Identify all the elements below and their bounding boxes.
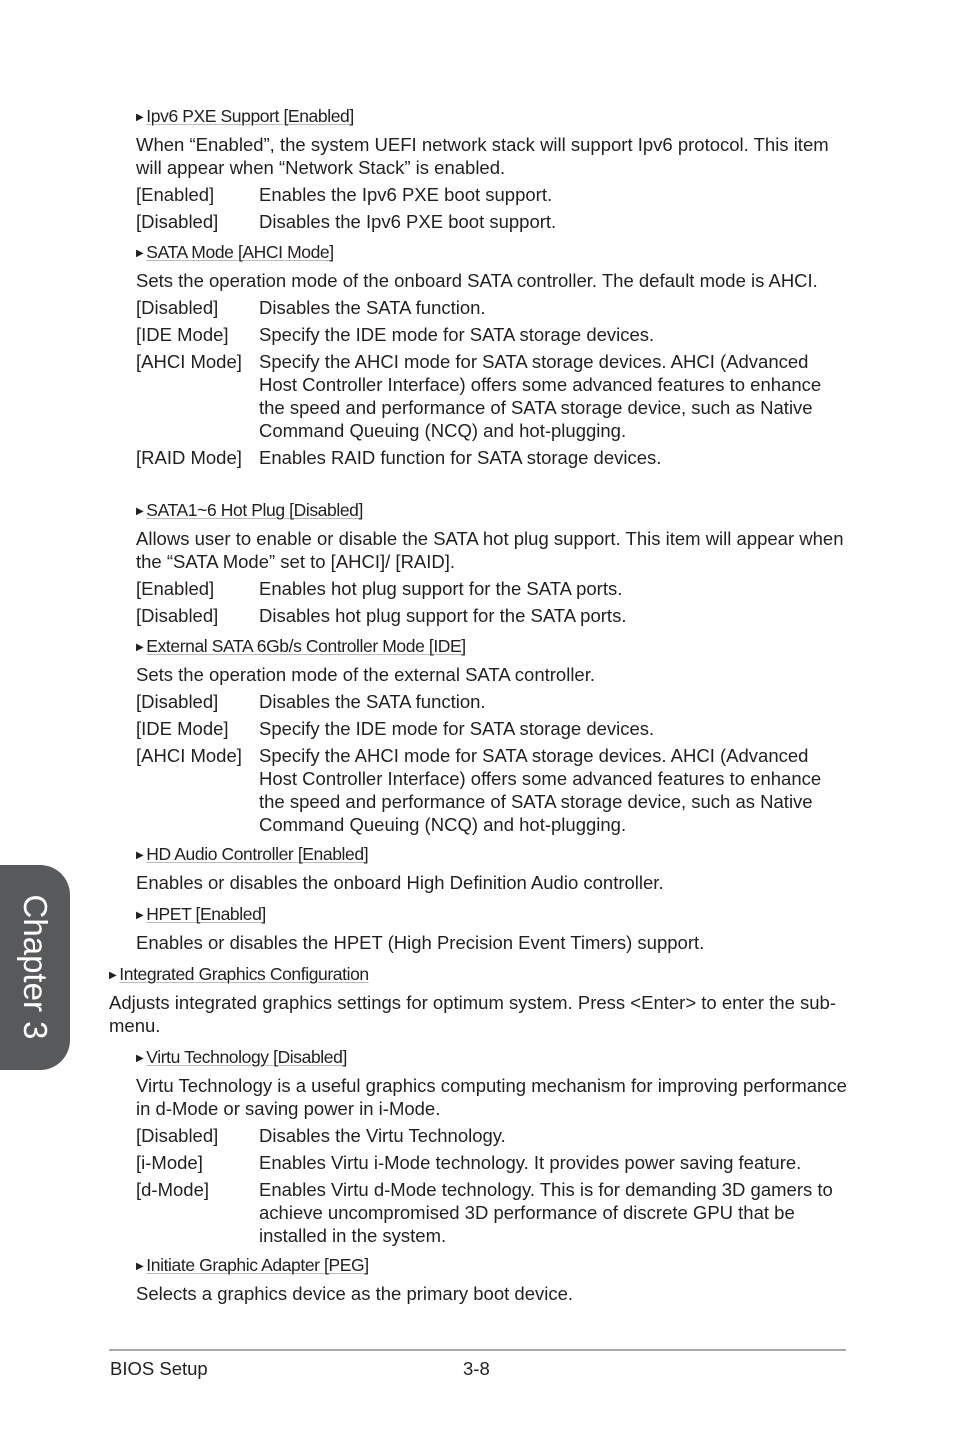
option-value: Specify the AHCI mode for SATA storage devices. AHCI (Advanced Host Controller Interface) offers some advanced features to enhance the speed and performance of SATA storage device, such as Native Command Queuing (NCQ) and hot-plugging.: [259, 745, 822, 835]
setting-hpet: [136, 903, 848, 954]
setting-title-text: HD Audio Controller [Enabled]: [146, 844, 369, 864]
option-key: [RAID Mode]: [136, 447, 242, 468]
option-row: [136, 296, 848, 319]
option-value: Specify the IDE mode for SATA storage devices.: [259, 324, 655, 345]
option-value: Disables the Ipv6 PXE boot support.: [259, 211, 557, 232]
setting-description: Allows user to enable or disable the SATA hot plug support. This item will appear when the “SATA Mode” set to [AHCI]/ [RAID].: [136, 528, 844, 572]
option-value: Disables hot plug support for the SATA ports.: [259, 605, 627, 626]
setting-description: Sets the operation mode of the onboard SATA controller. The default mode is AHCI.: [136, 270, 818, 291]
option-key: [Disabled]: [136, 297, 219, 318]
setting-title-text: External SATA 6Gb/s Controller Mode [IDE]: [146, 636, 466, 656]
setting-title-text: SATA Mode [AHCI Mode]: [146, 242, 334, 262]
setting-hd-audio-controller: [136, 843, 848, 894]
setting-initiate-graphic-adapter: [136, 1254, 848, 1305]
option-key: [IDE Mode]: [136, 324, 229, 345]
setting-title: [136, 843, 848, 867]
setting-title-text: HPET [Enabled]: [146, 904, 266, 924]
option-row: [136, 210, 848, 233]
chapter-tab: [0, 865, 70, 1070]
setting-title: [136, 903, 848, 927]
setting-sata-mode: [136, 241, 848, 469]
setting-description: Selects a graphics device as the primary boot device.: [136, 1283, 574, 1304]
setting-external-sata-mode: [136, 635, 848, 836]
option-key: [Disabled]: [136, 691, 219, 712]
option-row: [136, 717, 848, 740]
option-key: [AHCI Mode]: [136, 745, 242, 766]
setting-title: [136, 499, 848, 523]
setting-integrated-graphics-configuration: [109, 963, 848, 1037]
triangle-bullet-icon: ▶: [136, 1053, 144, 1064]
setting-virtu-technology: [136, 1046, 848, 1247]
setting-title: [136, 1046, 848, 1070]
option-key: [d-Mode]: [136, 1179, 210, 1200]
option-key: [Disabled]: [136, 1125, 219, 1146]
option-value: Disables the Virtu Technology.: [259, 1125, 506, 1146]
setting-title-text: Initiate Graphic Adapter [PEG]: [146, 1255, 369, 1275]
triangle-bullet-icon: ▶: [136, 112, 144, 123]
option-key: [i-Mode]: [136, 1152, 203, 1173]
triangle-bullet-icon: ▶: [109, 970, 117, 981]
triangle-bullet-icon: ▶: [136, 642, 144, 653]
option-value: Enables Virtu d-Mode technology. This is for demanding 3D gamers to achieve uncompromised 3D performance of discrete GPU that be installed in the system.: [259, 1179, 833, 1246]
option-value: Enables the Ipv6 PXE boot support.: [259, 184, 553, 205]
option-value: Specify the AHCI mode for SATA storage devices. AHCI (Advanced Host Controller Interface) offers some advanced features to enhance the speed and performance of SATA storage device, such as Native Command Queuing (NCQ) and hot-plugging.: [259, 351, 822, 441]
option-value: Specify the IDE mode for SATA storage devices.: [259, 718, 655, 739]
option-row: [136, 323, 848, 346]
setting-title-text: Integrated Graphics Configuration: [119, 964, 369, 984]
triangle-bullet-icon: ▶: [136, 248, 144, 259]
option-value: Enables Virtu i-Mode technology. It provides power saving feature.: [259, 1152, 802, 1173]
footer-page-number: 3-8: [463, 1358, 490, 1379]
option-value: Disables the SATA function.: [259, 297, 486, 318]
option-value: Enables hot plug support for the SATA ports.: [259, 578, 623, 599]
setting-sata-hot-plug: [136, 499, 848, 627]
setting-title: [136, 1254, 848, 1278]
option-row: [136, 577, 848, 600]
setting-description: When “Enabled”, the system UEFI network stack will support Ipv6 protocol. This item will appear when “Network Stack” is enabled.: [136, 134, 829, 178]
triangle-bullet-icon: ▶: [136, 850, 144, 861]
chapter-tab-label: Chapter 3: [17, 894, 54, 1040]
triangle-bullet-icon: ▶: [136, 910, 144, 921]
setting-title-text: Virtu Technology [Disabled]: [146, 1047, 347, 1067]
footer-divider: [109, 1349, 846, 1351]
setting-title: [136, 241, 848, 265]
setting-ipv6-pxe-support: [136, 105, 848, 233]
option-row: [136, 1151, 848, 1174]
footer-section-title: BIOS Setup: [110, 1358, 208, 1379]
setting-description: Enables or disables the onboard High Definition Audio controller.: [136, 872, 664, 893]
option-row: [136, 1178, 848, 1247]
setting-title: [109, 963, 848, 987]
setting-title-text: Ipv6 PXE Support [Enabled]: [146, 106, 354, 126]
option-value: Enables RAID function for SATA storage devices.: [259, 447, 662, 468]
option-value: Disables the SATA function.: [259, 691, 486, 712]
option-key: [Enabled]: [136, 578, 215, 599]
option-row: [136, 604, 848, 627]
option-row: [136, 350, 848, 442]
option-row: [136, 1124, 848, 1147]
option-row: [136, 690, 848, 713]
option-row: [136, 744, 848, 836]
option-key: [AHCI Mode]: [136, 351, 242, 372]
triangle-bullet-icon: ▶: [136, 506, 144, 517]
setting-title: [136, 635, 848, 659]
option-key: [Enabled]: [136, 184, 215, 205]
setting-description: Virtu Technology is a useful graphics computing mechanism for improving performance in d-Mode or saving power in i-Mode.: [136, 1075, 847, 1119]
triangle-bullet-icon: ▶: [136, 1261, 144, 1272]
setting-title: [136, 105, 848, 129]
option-row: [136, 446, 848, 469]
setting-description: Enables or disables the HPET (High Precision Event Timers) support.: [136, 932, 705, 953]
option-key: [Disabled]: [136, 605, 219, 626]
option-key: [Disabled]: [136, 211, 219, 232]
option-row: [136, 183, 848, 206]
setting-title-text: SATA1~6 Hot Plug [Disabled]: [146, 500, 363, 520]
setting-description: Sets the operation mode of the external SATA controller.: [136, 664, 595, 685]
setting-description: Adjusts integrated graphics settings for optimum system. Press <Enter> to enter the sub-menu.: [109, 992, 836, 1036]
option-key: [IDE Mode]: [136, 718, 229, 739]
